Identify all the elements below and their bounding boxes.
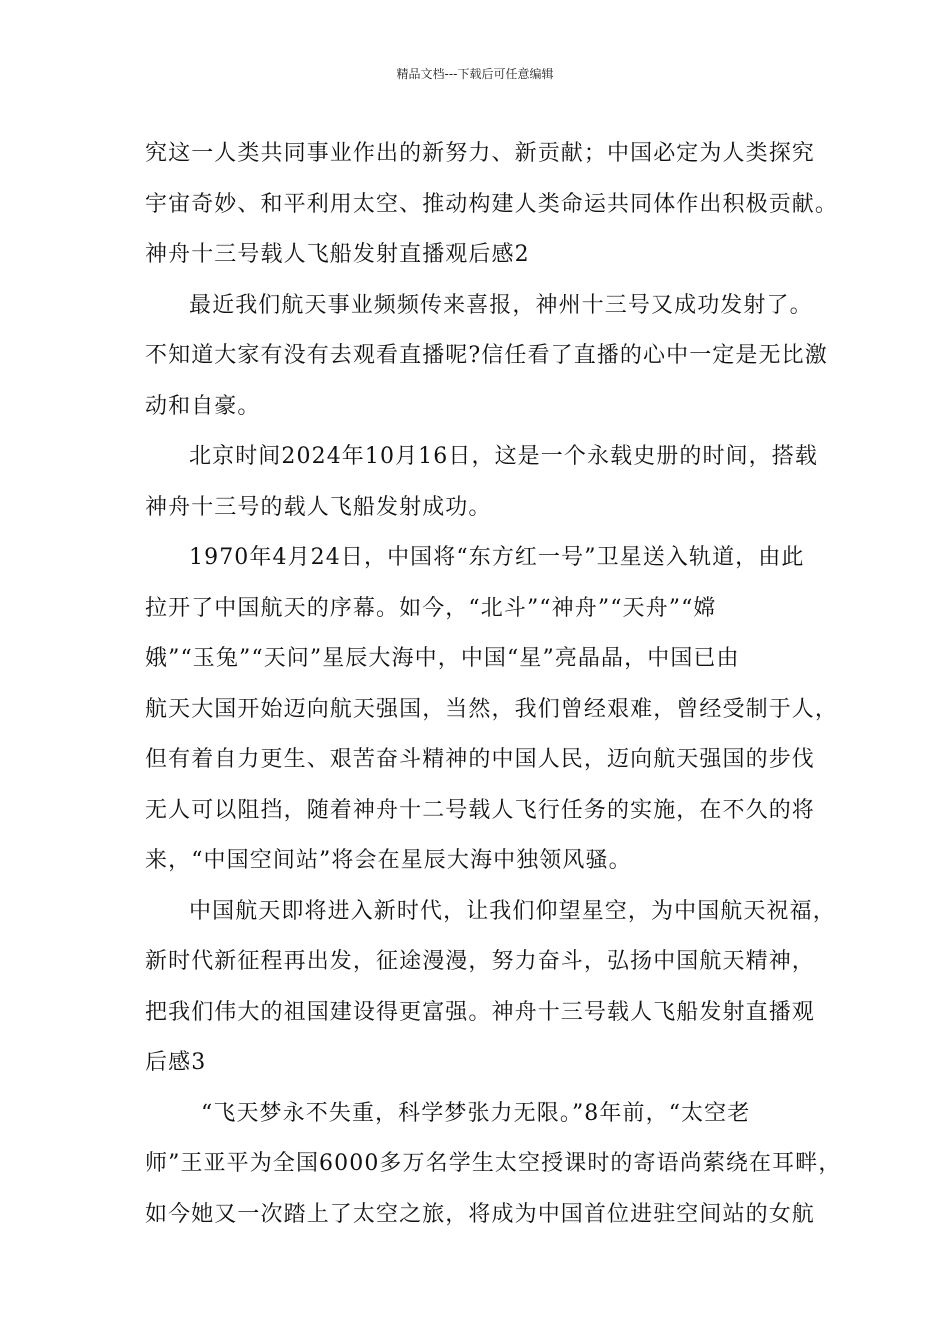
text-line: 神舟十三号的载人飞船发射成功。: [145, 494, 492, 520]
text-line: 航天大国开始迈向航天强国，当然，我们曾经艰难，曾经受制于人，: [145, 696, 839, 722]
text-line: 来，“中国空间站”将会在星辰大海中独领风骚。: [145, 848, 632, 873]
paragraph-start: 北京时间2024年10月16日，这是一个永载史册的时间，搭载: [189, 444, 818, 469]
document-body: [145, 129, 842, 1240]
text-line: 师”王亚平为全国6000多万名学生太空授课时的寄语尚萦绕在耳畔，: [145, 1151, 842, 1176]
text-line: 如今她又一次踏上了太空之旅，将成为中国首位进驻空间站的女航: [145, 1201, 815, 1227]
text-line: 不知道大家有没有去观看直播呢?信任看了直播的心中一定是无比激: [145, 343, 828, 368]
paragraph-start: 1970年4月24日，中国将“东方红一号”卫星送入轨道，由此: [189, 545, 805, 570]
text-line: 宇宙奇妙、和平利用太空、推动构建人类命运共同体作出积极贡献。: [145, 191, 839, 217]
text-line: 究这一人类共同事业作出的新努力、新贡献；中国必定为人类探究: [145, 141, 815, 166]
section-heading: 神舟十三号载人飞船发射直播观后感2: [145, 242, 530, 267]
text-line: 拉开了中国航天的序幕。如今，“北斗”“神舟”“天舟”“嫦: [145, 595, 717, 621]
text-line: 把我们伟大的祖国建设得更富强。神舟十三号载人飞船发射直播观: [145, 999, 815, 1025]
paragraph-start: “飞天梦永不失重，科学梦张力无限。”8年前，“太空老: [201, 1100, 751, 1126]
text-line: 娥”“玉兔”“天问”星辰大海中，中国“星”亮晶晶，中国已由: [145, 646, 740, 671]
page-header: 精品文档---下载后可任意编辑: [396, 67, 554, 81]
text-line: 后感3: [145, 1050, 207, 1075]
paragraph-start: 最近我们航天事业频频传来喜报，神州十三号又成功发射了。: [189, 292, 813, 318]
text-line: 但有着自力更生、艰苦奋斗精神的中国人民，迈向航天强国的步伐: [145, 747, 815, 772]
text-line: 动和自豪。: [145, 393, 261, 419]
paragraph-start: 中国航天即将进入新时代，让我们仰望星空，为中国航天祝福，: [189, 898, 836, 924]
text-line: 新时代新征程再出发，征途漫漫，努力奋斗，弘扬中国航天精神，: [145, 949, 815, 974]
text-line: 无人可以阻挡，随着神舟十二号载人飞行任务的实施，在不久的将: [145, 797, 815, 823]
